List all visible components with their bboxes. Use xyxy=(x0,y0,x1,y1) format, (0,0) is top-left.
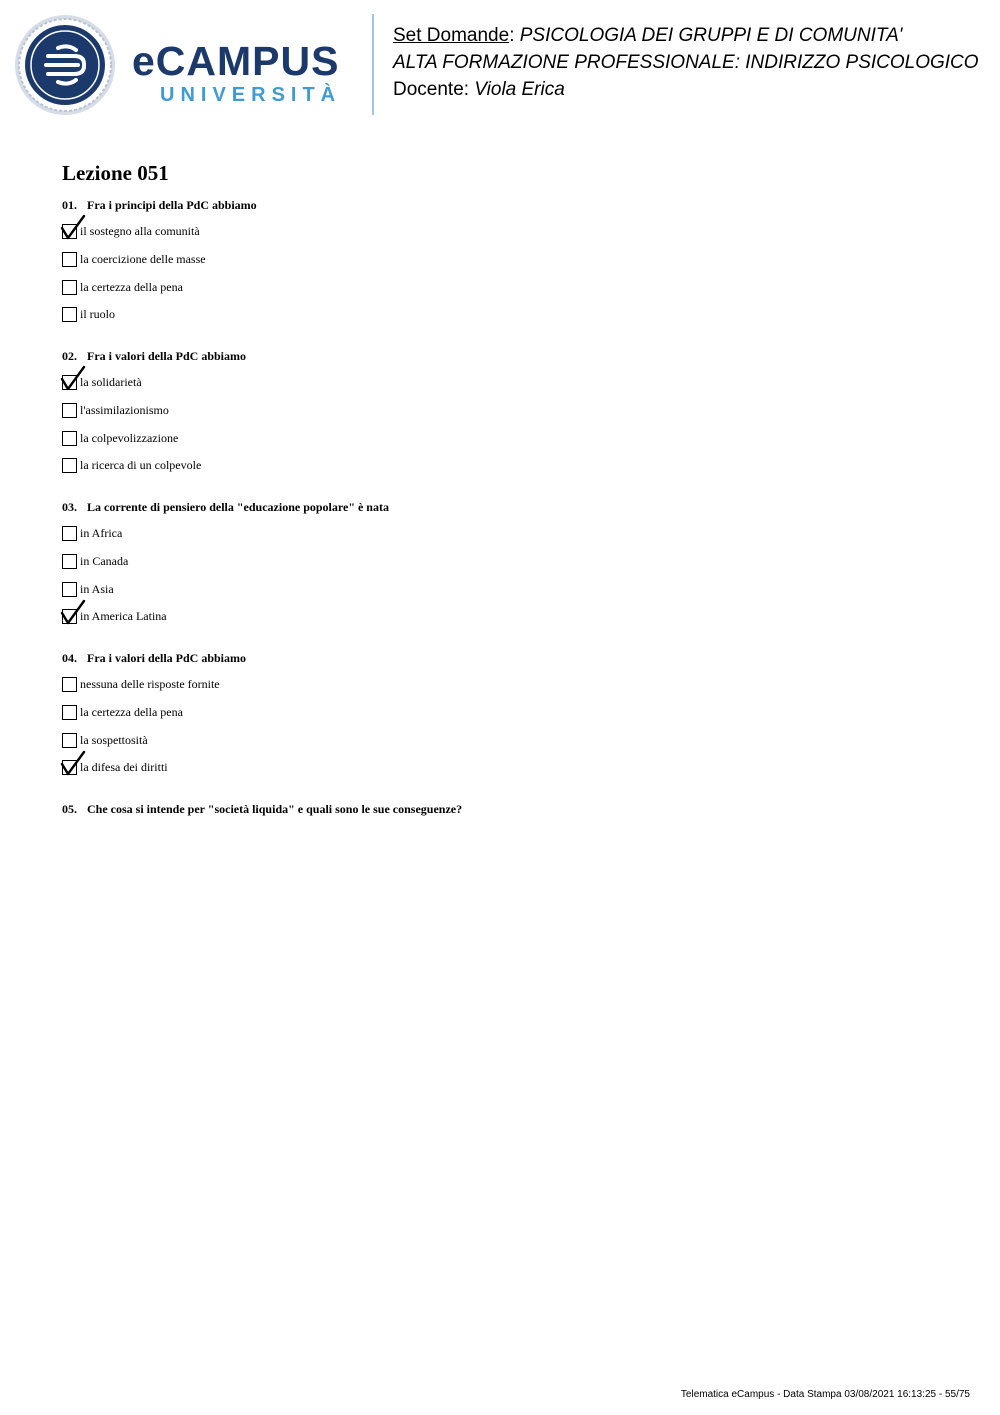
question-number: 03. xyxy=(62,500,77,514)
answer-label: la sospettosità xyxy=(80,732,148,747)
question-text: Fra i valori della PdC abbiamo xyxy=(87,651,246,665)
question-number: 05. xyxy=(62,802,77,816)
answer-checkbox[interactable] xyxy=(62,403,77,418)
program-title: ALTA FORMAZIONE PROFESSIONALE: INDIRIZZO PSICOLOGICO xyxy=(393,52,979,73)
question-1 xyxy=(62,198,257,213)
question-number: 04. xyxy=(62,651,77,665)
answer-checkbox[interactable] xyxy=(62,582,77,597)
answer-checkbox[interactable] xyxy=(62,280,77,295)
answer-checkbox[interactable] xyxy=(62,307,77,322)
program-line xyxy=(393,49,979,76)
university-seal-logo xyxy=(14,14,116,116)
question-3 xyxy=(62,500,389,515)
teacher-line xyxy=(393,76,979,103)
answer-label: la colpevolizzazione xyxy=(80,430,179,445)
answer-label: in America Latina xyxy=(80,609,167,624)
answer-label: in Asia xyxy=(80,581,114,596)
answer-checkbox[interactable] xyxy=(62,431,77,446)
page-header xyxy=(0,0,1000,130)
question-number: 02. xyxy=(62,349,77,363)
question-text: Fra i valori della PdC abbiamo xyxy=(87,349,246,363)
answer-checkbox[interactable] xyxy=(62,526,77,541)
answer-checkbox[interactable] xyxy=(62,705,77,720)
course-title: PSICOLOGIA DEI GRUPPI E DI COMUNITA' xyxy=(519,25,903,46)
question-4 xyxy=(62,651,246,666)
answer-label: nessuna delle risposte fornite xyxy=(80,677,220,691)
question-text: Fra i principi della PdC abbiamo xyxy=(87,198,257,212)
answer-checkbox[interactable] xyxy=(62,733,77,748)
answer-label: la ricerca di un colpevole xyxy=(80,458,202,473)
question-text: Che cosa si intende per "società liquida" e quali sono le sue conseguenze? xyxy=(87,802,463,816)
course-line: Set Domande: PSICOLOGIA DEI GRUPPI E DI COMUNITA' xyxy=(393,25,903,46)
answer-label: in Canada xyxy=(80,553,129,568)
brand-name: eCAMPUS xyxy=(132,38,340,84)
answer-label: il ruolo xyxy=(80,307,115,322)
brand-subtitle: UNIVERSITÀ xyxy=(160,84,342,106)
header-divider xyxy=(372,14,374,115)
course-info xyxy=(393,22,979,103)
answer-checkbox[interactable] xyxy=(62,252,77,267)
answer-checkbox[interactable] xyxy=(62,458,77,473)
question-text: La corrente di pensiero della "educazione popolare" è nata xyxy=(87,500,389,514)
answer-label: in Africa xyxy=(80,526,123,540)
answer-checkbox[interactable] xyxy=(62,554,77,569)
question-number: 01. xyxy=(62,198,77,212)
lesson-title: Lezione 051 xyxy=(62,161,169,185)
question-5 xyxy=(62,802,462,817)
answer-label: la solidarietà xyxy=(80,375,142,389)
page-footer: Telematica eCampus - Data Stampa 03/08/2021 16:13:25 - 55/75 xyxy=(680,1389,970,1400)
answer-label: la coercizione delle masse xyxy=(80,251,206,266)
answer-label: la certezza della pena xyxy=(80,279,183,294)
question-2 xyxy=(62,349,246,364)
answer-label: l'assimilazionismo xyxy=(80,402,169,417)
teacher-name: Viola Erica xyxy=(474,79,565,100)
teacher-label: Docente: xyxy=(393,79,470,100)
answer-label: la certezza della pena xyxy=(80,704,183,719)
answer-checkbox[interactable] xyxy=(62,677,77,692)
ecampus-wordmark xyxy=(132,40,341,108)
answer-label: la difesa dei diritti xyxy=(80,760,168,775)
answer-label: il sostegno alla comunità xyxy=(80,224,200,238)
set-label: Set Domande xyxy=(393,25,510,46)
